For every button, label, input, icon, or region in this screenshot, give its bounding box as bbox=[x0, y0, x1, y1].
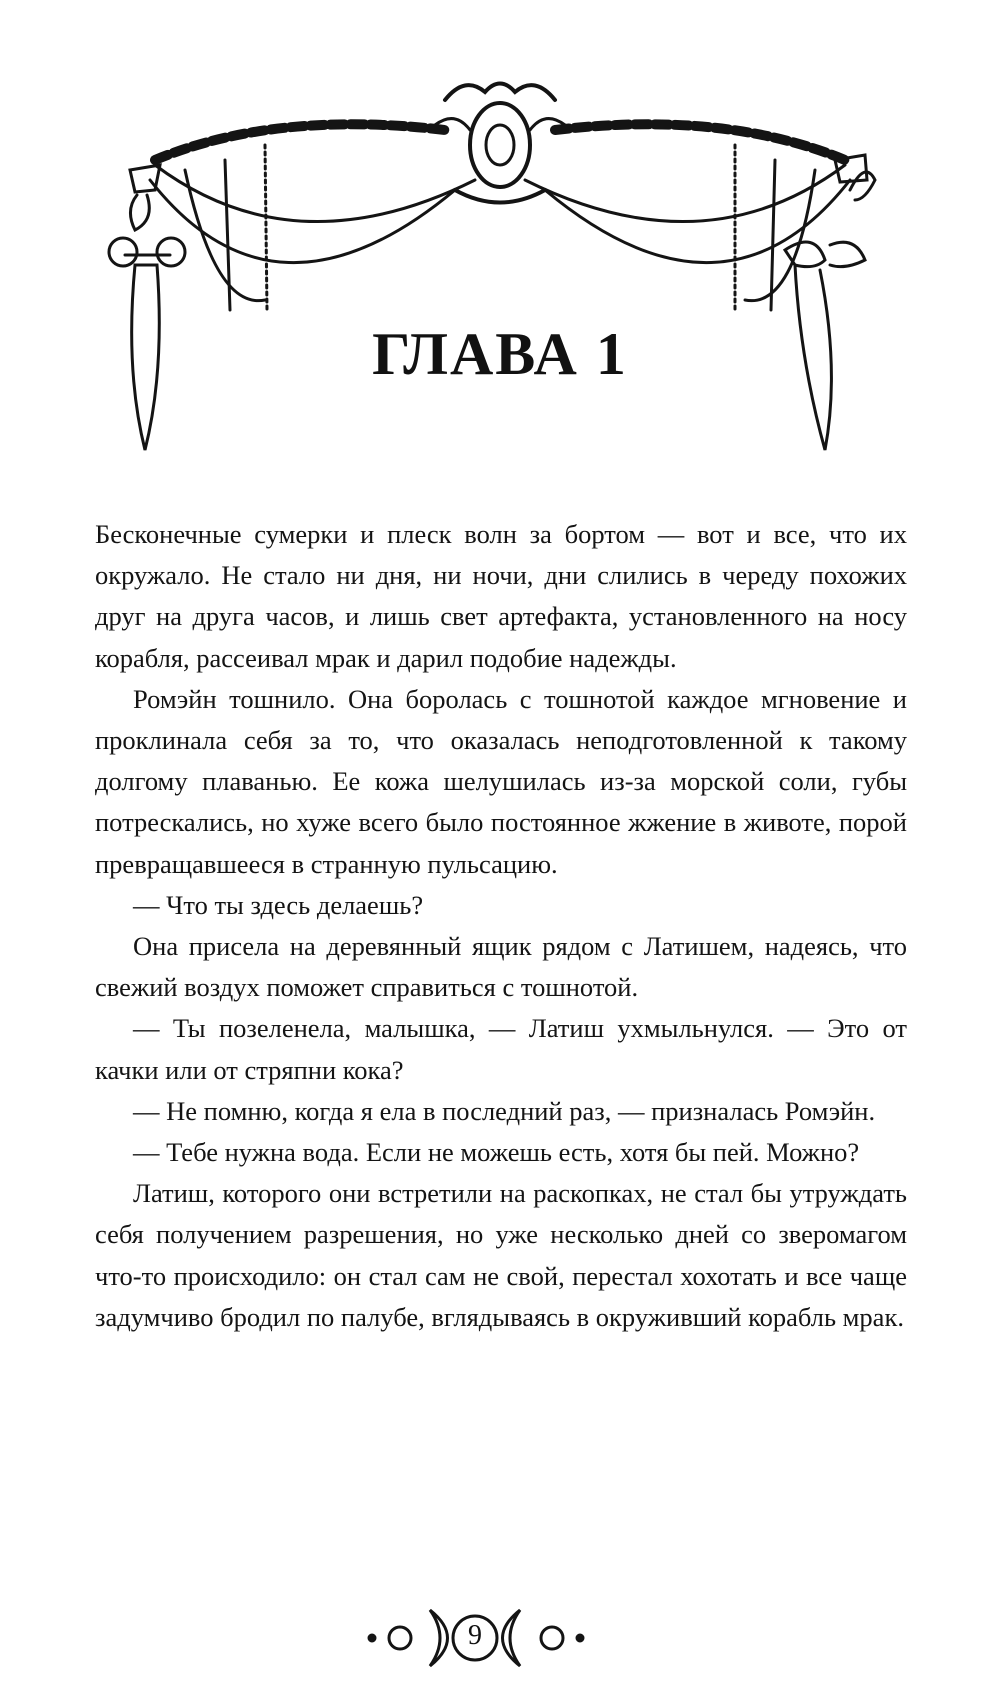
paragraph: — Что ты здесь делаешь? bbox=[133, 889, 424, 920]
left-chain-ornament bbox=[150, 124, 475, 310]
paragraph: — Не помню, когда я ела в последний раз, — призналась Ромэйн. bbox=[133, 1095, 876, 1126]
right-dagger-icon bbox=[785, 155, 875, 450]
right-chain-ornament bbox=[525, 124, 850, 310]
paragraph: Бесконечные сумерки и плеск волн за бортом — вот и все, что их окружало. Не стало ни дня, ни ночи, дни слились в череду похожих друг на друга часов, и лишь свет артефакта, установленного на носу корабля, рассеивал мрак и дарил подобие надежды. bbox=[95, 519, 907, 673]
paragraph: — Тебе нужна вода. Если не можешь есть, хотя бы пей. Можно? bbox=[133, 1137, 860, 1168]
paragraph: Она присела на деревянный ящик рядом с Латишем, надеясь, что свежий воздух поможет справиться с тошнотой. bbox=[95, 931, 907, 1003]
paragraph: Ромэйн тошнило. Она боролась с тошнотой каждое мгновение и проклинала себя за то, что оказалась неподготовленной к такому долгому плаванью. Ее кожа шелушилась из-за морской соли, губы потрескались, но хуже всего было постоянное жжение в животе, порой превращавшееся в странную пульсацию. bbox=[95, 683, 907, 879]
paragraph: Латиш, которого они встретили на раскопках, не стал бы утруждать себя получением разрешения, но уже несколько дней со зверомагом что-то происходило: он стал сам не свой, перестал хохотать и все чаще задумчиво бродил по палубе, вглядываясь в окруживший корабль мрак. bbox=[95, 1178, 907, 1332]
chapter-title: ГЛАВА 1 bbox=[372, 321, 628, 387]
paragraph: — Ты позеленела, малышка, — Латиш ухмыльнулся. — Это от качки или от стряпни кока? bbox=[95, 1013, 907, 1085]
page-number: 9 bbox=[468, 1620, 482, 1651]
body-text bbox=[95, 514, 907, 1338]
crest-ornament bbox=[435, 84, 565, 203]
chapter-ornament bbox=[95, 70, 905, 490]
